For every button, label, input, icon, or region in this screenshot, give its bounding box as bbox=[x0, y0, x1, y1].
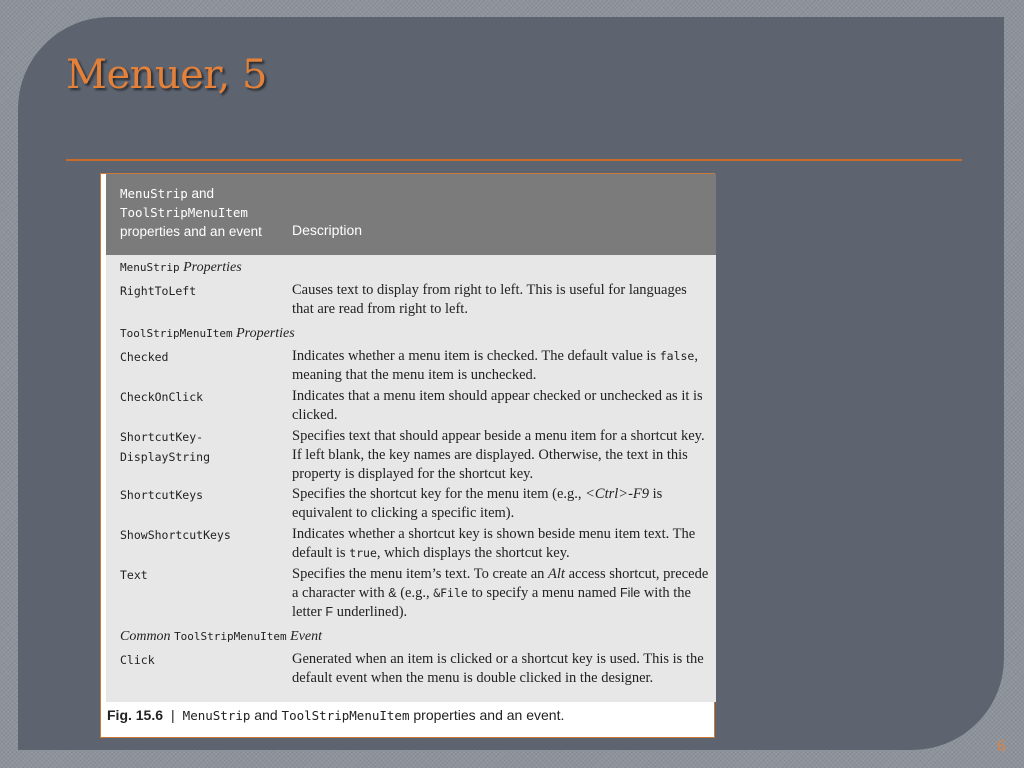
row-desc-checked: Indicates whether a menu item is checked. The default value is false, meaning that the menu item is unchecked. bbox=[292, 348, 698, 383]
section-prefix: Common bbox=[120, 629, 171, 644]
row-name-text: Text bbox=[120, 568, 148, 582]
row-name-shortcutkeys: ShortcutKeys bbox=[120, 488, 204, 502]
table-header bbox=[106, 174, 716, 255]
section-label: Event bbox=[290, 629, 323, 644]
row-name-showshortcutkeys: ShowShortcutKeys bbox=[120, 528, 231, 542]
row-desc-shortcutkeys: Specifies the shortcut key for the menu item (e.g., <Ctrl>-F9 is equivalent to clicking a specific item). bbox=[292, 486, 663, 521]
row-name-checked: Checked bbox=[120, 350, 169, 364]
header-description-column: Description bbox=[292, 222, 363, 238]
row-name-righttoleft: RightToLeft bbox=[120, 284, 197, 298]
row-name-click: Click bbox=[120, 653, 155, 667]
section-menustrip-properties bbox=[120, 260, 242, 276]
section-label: Properties bbox=[236, 326, 295, 341]
figure-caption: Fig. 15.6 | MenuStrip and ToolStripMenuItem properties and an event. bbox=[107, 707, 565, 723]
code-false: false bbox=[659, 349, 695, 363]
header-properties-column bbox=[120, 184, 262, 241]
row-name-checkonclick: CheckOnClick bbox=[120, 390, 204, 404]
row-desc-text: Specifies the menu item’s text. To create an Alt access shortcut, precede a character with & (e.g., &File to specify a menu named File with the letter F underlined). bbox=[292, 566, 709, 620]
section-code: MenuStrip bbox=[120, 261, 180, 274]
section-code: ToolStripMenuItem bbox=[120, 327, 233, 340]
caption-separator: | bbox=[171, 707, 175, 723]
header-code-toolstripmenuitem: ToolStripMenuItem bbox=[120, 205, 248, 220]
row-desc-righttoleft: Causes text to display from right to left. This is useful for languages that are read from right to left. bbox=[292, 282, 687, 317]
section-common-event bbox=[120, 629, 322, 645]
row-desc-checkonclick: Indicates that a menu item should appear checked or unchecked as it is clicked. bbox=[292, 388, 703, 423]
section-toolstripmenuitem-properties bbox=[120, 326, 295, 342]
alt-key: Alt bbox=[548, 566, 565, 582]
code-amp-file: &File bbox=[433, 586, 468, 600]
table-body bbox=[106, 255, 716, 702]
section-code: ToolStripMenuItem bbox=[174, 630, 287, 643]
header-code-menustrip: MenuStrip bbox=[120, 186, 188, 201]
figure-label: Fig. 15.6 bbox=[107, 707, 164, 723]
figure-table bbox=[100, 173, 715, 738]
row-desc-click: Generated when an item is clicked or a shortcut key is used. This is the default event when the menu is double clicked in the designer. bbox=[292, 651, 704, 686]
header-and-text: and bbox=[191, 186, 215, 201]
code-true: true bbox=[349, 546, 377, 560]
section-label: Properties bbox=[183, 260, 242, 275]
row-desc-showshortcutkeys: Indicates whether a shortcut key is shown beside menu item text. The default is true, which displays the shortcut key. bbox=[292, 526, 696, 561]
row-desc-shortcutkeydisplaystring: Specifies text that should appear beside a menu item for a shortcut key. If left blank, the key names are displayed. Otherwise, the text in this property is displayed for the shortcut key. bbox=[292, 428, 705, 482]
title-divider bbox=[66, 159, 962, 161]
header-properties-text: properties and an event bbox=[120, 224, 262, 239]
page-number: 6 bbox=[997, 736, 1006, 755]
shortcut-key-example: <Ctrl>-F9 bbox=[585, 486, 650, 502]
slide-title: Menuer, 5 bbox=[66, 52, 267, 98]
row-name-shortcutkeydisplaystring: ShortcutKey- DisplayString bbox=[120, 430, 211, 464]
